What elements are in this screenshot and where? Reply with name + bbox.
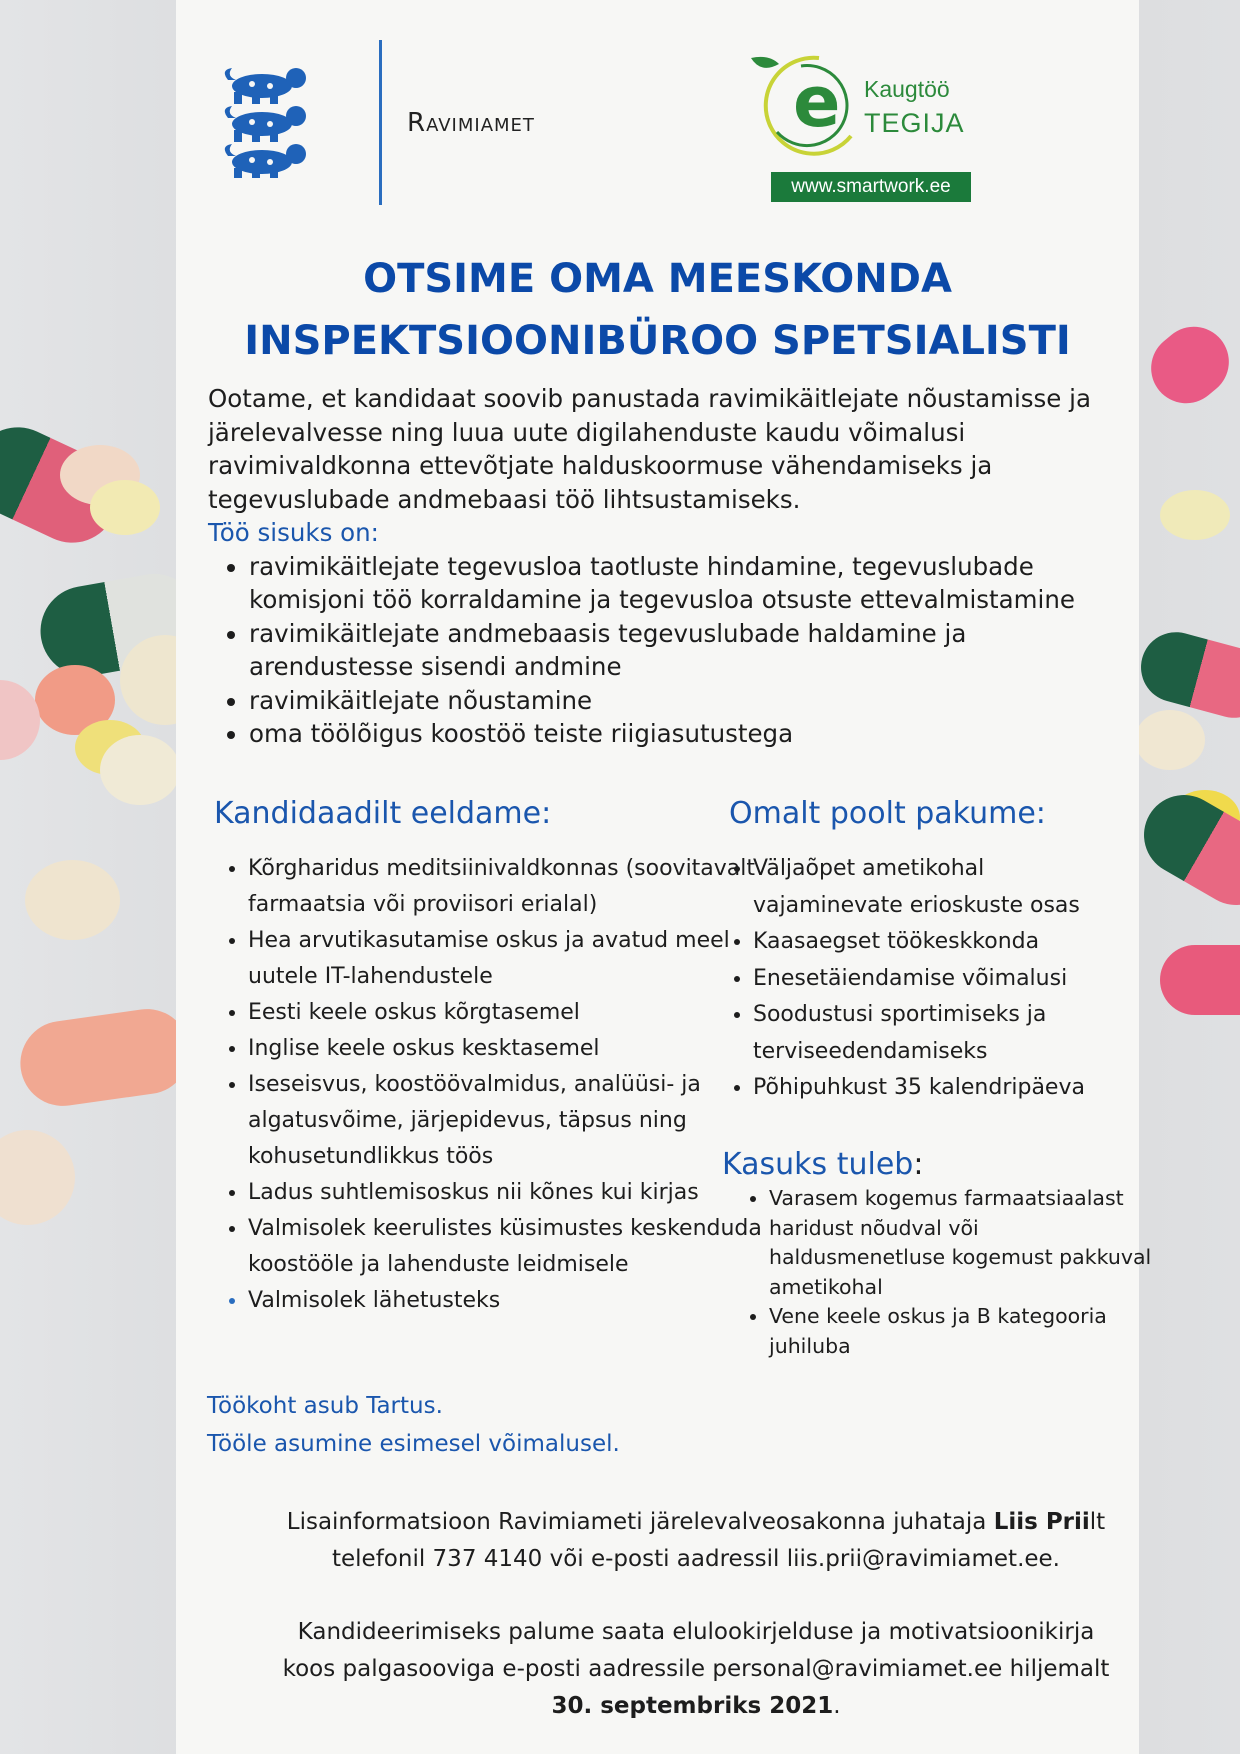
list-item: • Põhipuhkust 35 kalendripäeva	[753, 1070, 1133, 1107]
intro-paragraph: Ootame, et kandidaat soovib panustada ravimikäitlejate nõustamisse ja järelevalvesse ning luua uute digilahenduste kaudu võimalusi ravimivaldkonna ettevõtjate halduskoormuse vähendamiseks ja tegevuslubade andmebaasi töö lihtsustamiseks.	[208, 384, 1091, 514]
list-item: • Väljaõpet ametikohal vajaminevate erioskuste osas	[753, 851, 1133, 924]
partner-line1: Kaugtöö	[864, 76, 950, 102]
list-item: • Enesetäiendamise võimalusi	[753, 961, 1133, 998]
list-item: • Valmisolek lähetusteks	[248, 1283, 768, 1319]
svg-text:e: e	[793, 61, 841, 143]
requirements-list	[213, 851, 768, 1319]
list-item: • ravimikäitlejate tegevusloa taotluste hindamine, tegevuslubade komisjoni töö korraldamine ja tegevusloa otsuste ettevalmistamine	[249, 550, 1108, 617]
list-item: • Vene keele oskus ja B kategooria juhiluba	[769, 1302, 1159, 1361]
contact-text-before: Lisainformatsioon Ravimiameti järelevalveosakonna juhataja	[286, 1509, 994, 1535]
list-item: • ravimikäitlejate andmebaasis tegevuslubade haldamine ja arendustesse sisendi andmine	[249, 617, 1108, 684]
duties-list	[208, 550, 1108, 751]
list-item: • Eesti keele oskus kõrgtasemel	[248, 995, 768, 1031]
requirements-heading: Kandidaadilt eeldame:	[214, 796, 552, 831]
contact-text-after: lt telefonil 737 4140 või e-posti aadressil liis.prii@ravimiamet.ee.	[332, 1509, 1106, 1572]
start-date-text: Tööle asumine esimesel võimalusel.	[207, 1431, 620, 1457]
org-name: Ravimiamet	[407, 108, 535, 138]
apply-info	[276, 1614, 1116, 1725]
contact-info	[276, 1504, 1116, 1578]
title-line1: OTSIME OMA MEESKONDA	[363, 256, 952, 302]
smartwork-logo[interactable]	[741, 52, 981, 204]
intro-section	[208, 382, 1108, 751]
bonus-list	[734, 1184, 1159, 1361]
list-item: • Kõrgharidus meditsiinivaldkonnas (soovitavalt farmaatsia või proviisori erialal)	[248, 851, 768, 923]
bonus-heading	[722, 1147, 923, 1182]
e-leaf-icon	[741, 52, 866, 162]
offer-heading: Omalt poolt pakume:	[729, 796, 1046, 831]
list-item: • Ladus suhtlemisoskus nii kõnes kui kirjas	[248, 1175, 768, 1211]
page-title	[176, 248, 1139, 372]
job-posting-page	[176, 0, 1152, 1754]
deadline: 30. septembriks 2021	[551, 1693, 834, 1719]
offer-list	[718, 851, 1133, 1107]
duties-heading: Töö sisuks on:	[208, 518, 379, 547]
bonus-heading-colon: :	[913, 1147, 924, 1182]
title-line2: INSPEKTSIOONIBÜROO SPETSIALISTI	[244, 318, 1071, 364]
estonian-coat-of-arms-icon	[224, 66, 308, 180]
partner-url[interactable]: www.smartwork.ee	[771, 172, 971, 202]
list-item: • Hea arvutikasutamise oskus ja avatud meel uutele IT-lahendustele	[248, 923, 768, 995]
bonus-heading-text: Kasuks tuleb	[722, 1147, 914, 1182]
list-item: • Iseseisvus, koostöövalmidus, analüüsi- ja algatusvõime, järjepidevus, täpsus ning kohusetundlikkus töös	[248, 1067, 768, 1175]
partner-line2: TEGIJA	[864, 108, 965, 138]
list-item: • ravimikäitlejate nõustamine	[249, 684, 1108, 718]
list-item: • Inglise keele oskus kesktasemel	[248, 1031, 768, 1067]
list-item: • Kaasaegset töökeskkonda	[753, 924, 1133, 961]
list-item: • Soodustusi sportimiseks ja terviseedendamiseks	[753, 997, 1133, 1070]
contact-name: Liis Prii	[993, 1509, 1090, 1535]
list-item: • Varasem kogemus farmaatsiaalast haridust nõudval või haldusmenetluse kogemust pakkuval ametikohal	[769, 1184, 1159, 1302]
apply-text-before: Kandideerimiseks palume saata elulookirjelduse ja motivatsioonikirja koos palgasooviga e-posti aadressile personal@ravimiamet.ee hiljemalt	[282, 1619, 1110, 1682]
logo-divider	[379, 40, 382, 205]
list-item: • oma töölõigus koostöö teiste riigiasutustega	[249, 717, 1108, 751]
list-item: • Valmisolek keerulistes küsimustes keskenduda koostööle ja lahenduste leidmisele	[248, 1211, 768, 1283]
apply-text-after: .	[833, 1693, 841, 1719]
location-text: Töökoht asub Tartus.	[207, 1393, 443, 1419]
